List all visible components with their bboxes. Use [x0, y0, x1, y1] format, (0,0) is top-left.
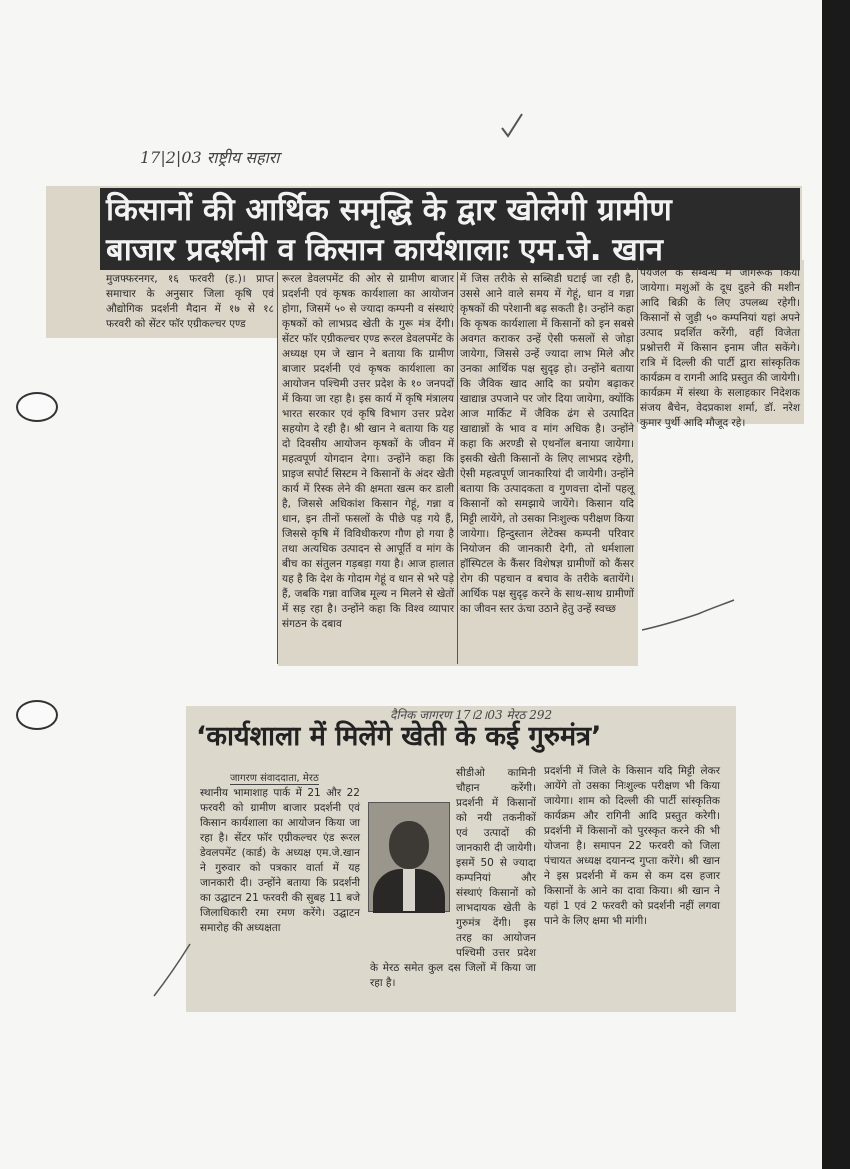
punch-hole-bottom — [16, 700, 58, 730]
article1-column-3: में जिस तरीके से सब्सिडी घटाई जा रही है, उससे आने वाले समय में गेहूं, धान व गन्ना कृषकों की परेशानी बढ़ सकती है। उन्होंने कहा कि कृषक कार्यशाला में किसानों को इन सबसे अवगत कराकर उन्हें ऐसी फसलों से जोड़ा जायेगा, जिससे उन्हें ज्यादा लाभ मिले और उनका आर्थिक पक्ष सुदृढ़ हो। उन्होंने बताया कि जैविक खाद आदि का प्रयोग बढ़ाकर खाद्यान्न उपजाने पर जोर दिया जायेगा, क्योंकि आज मार्किट में जैविक ढंग से उत्पादित खाद्यान्नों के भाव व मांग अधिक है। उन्होंने कहा कि अरण्डी से एथनॉल बनाया जायेगा। इसकी खेती किसानों के लिए लाभप्रद रहेगी, ऐसी महत्वपूर्ण जानकारियां दी जायेगी। उन्होंने बताया कि उत्पादकता व गुणवत्ता दोनों पहलू किसानों को समझाये जायेंगे। किसान यदि मिट्टी लायेंगे, तो उसका निःशुल्क परीक्षण किया जायेगा। हिन्दुस्तान लेटेक्स कम्पनी परिवार नियोजन की जानकारी देगी, तो धर्मशाला हॉस्पिटल के कैंसर विशेषज्ञ ग्रामीणों को कैंसर रोग की पहचान व बचाव के तरीके बतायेंगे। आर्थिक पक्ष सुदृढ़ करने के साथ-साथ ग्रामीणों का जीवन स्तर ऊंचा उठाने हेतु उन्हें स्वच्छ — [460, 273, 634, 615]
handwritten-date-note: 17|2|03 राष्ट्रीय सहारा — [140, 148, 280, 167]
handwritten-source-note: दैनिक जागरण 17।2।03 मेरठ 292 — [390, 708, 553, 722]
article2-column-3: प्रदर्शनी में जिले के किसान यदि मिट्टी लेकर आयेंगे तो उसका निःशुल्क परीक्षण भी किया जायेगा। शाम को दिल्ली की पार्टी सांस्कृतिक कार्यक्रम और रागिनी आदि प्रस्तुत करेगी। प्रदर्शनी में किसानों को पुरस्कृत करने की भी योजना है। समापन 22 फरवरी को जिला पंचायत अध्यक्ष दयानन्द गुप्ता करेंगे। श्री खान ने इस प्रदर्शनी में कम से कम दस हजार किसानों के आने का दावा किया। श्री खान ने यहां 1 एवं 2 फरवरी को प्रदर्शनी नहीं लगवा पाने के लिए क्षमा भी मांगी। — [544, 765, 720, 927]
pen-stroke-icon — [640, 596, 736, 636]
person-photo — [368, 802, 450, 912]
headline-line-2: बाजार प्रदर्शनी व किसान कार्यशालाः एम.जे. खान — [106, 232, 663, 268]
column-divider — [637, 268, 638, 422]
headline-line-1: किसानों की आर्थिक समृद्धि के द्वार खोलेगी ग्रामीण — [106, 192, 672, 228]
scan-border — [822, 0, 850, 1169]
article2-column-2: सीडीओ कामिनी चौहान करेंगी। प्रदर्शनी में किसानों को नयी तकनीकों एवं उत्पादों की जानकारी दी जायेगी। इसमें 50 से ज्यादा कम्पनियां और संस्थाएं किसानों को लाभदायक खेती के गुरुमंत्र देंगी। इस तरह का आयोजन पश्चिमी उत्तर प्रदेश के मेरठ समेत कुल दस जिलों में किया जा रहा है। — [370, 767, 536, 989]
article1-headline — [100, 188, 800, 270]
article1-column-1: मुजफ्फरनगर, १६ फरवरी (ह.)। प्राप्त समाचार के अनुसार जिला कृषि एवं औद्योगिक प्रदर्शनी मैदान में १७ से १८ फरवरी को सेंटर फॉर एग्रीकल्चर एण्ड — [106, 273, 274, 330]
column-divider — [457, 272, 458, 664]
column-divider — [277, 272, 278, 664]
punch-hole-top — [16, 392, 58, 422]
photo-shirt — [403, 869, 415, 911]
article2-column-1: स्थानीय भामाशाह पार्क में 21 और 22 फरवरी को ग्रामीण बाजार प्रदर्शनी एवं किसान कार्यशाला का आयोजन किया जा रहा है। सेंटर फॉर एग्रीकल्चर एंड रूरल डेवलपमेंट (कार्ड) के अध्यक्ष एम.जे.खान ने गुरुवार को पत्रकार वार्ता में यह जानकारी दी। उन्होंने बताया कि प्रदर्शनी का उद्घाटन 21 फरवरी की सुबह 11 बजे जिलाधिकारी रमा रमण करेंगे। उद्घाटन समारोह की अध्यक्षता — [200, 787, 360, 934]
check-mark-icon — [498, 110, 526, 140]
article2-headline: ‘कार्यशाला में मिलेंगे खेती के कई गुरुमंत्र’ — [196, 721, 602, 752]
article1-column-2: रूरल डेवलपमेंट की ओर से ग्रामीण बाजार प्रदर्शनी एवं कृषक कार्यशाला का आयोजन होगा, जिसमें ५० से ज्यादा कम्पनी व संस्थाएं कृषकों को लाभप्रद खेती के गुरू मंत्र देंगी। सेंटर फॉर एग्रीकल्चर एण्ड रूरल डेवलपमेंट के अध्यक्ष एम जे खान ने बताया कि ग्रामीण बाजार प्रदर्शनी एवं कृषक कार्यशाला का आयोजन पश्चिमी उत्तर प्रदेश के १० जनपदों में किया जा रहा है। इस कार्य में कृषि मंत्रालय भारत सरकार एवं कृषि विभाग उत्तर प्रदेश सहयोग दे रही है। श्री खान ने बताया कि यह दो दिवसीय आयोजन कृषकों के जीवन में महत्वपूर्ण योगदान देगा। उन्होंने कहा कि प्राइज सपोर्ट सिस्टम ने किसानों के अंदर खेती कार्य में रिस्क लेने की क्षमता खत्म कर डाली है, जिससे अधिकांश किसान गेहूं, गन्ना व धान, इन तीनों फसलों के पीछे पड़ गये हैं, जिससे कृषि में विविधीकरण गौण हो गया है तथा अत्यधिक उत्पादन से आपूर्ति व मांग के बीच का संतुलन गड़बड़ा गया है। आज हालात यह है कि देश के गोदाम गेहूं व धान से भरे पड़े हैं, जबकि गन्ना वाजिब मूल्य न मिलने से खेतों में सड़ रहा है। उन्होंने कहा कि विश्व व्यापार संगठन के दबाव — [282, 273, 454, 630]
photo-face — [389, 821, 429, 869]
pen-stroke-icon — [150, 940, 196, 1000]
article1-column-4: पेयजल के सम्बन्ध में जागरूक किया जायेगा। मशुओं के दूध दुहने की मशीन आदि बिक्री के लिए उपलब्ध रहेगी। किसानों से जुड़ी ५० कम्पनियां यहां अपने उत्पाद प्रदर्शित करेंगी, वहीं विजेता प्रश्नोत्तरी में किसान इनाम जीत सकेंगे। रात्रि में दिल्ली की पार्टी द्वारा सांस्कृतिक कार्यक्रम व रागनी आदि प्रस्तुत की जायेगी। कार्यक्रम में संस्था के सलाहकार निदेशक संजय बैचेन, वेदप्रकाश शर्मा, डॉ. नरेश कुमार पुर्थी आदि मौजूद रहे। — [640, 267, 800, 429]
article2-byline: जागरण संवाददाता, मेरठ — [230, 770, 319, 785]
